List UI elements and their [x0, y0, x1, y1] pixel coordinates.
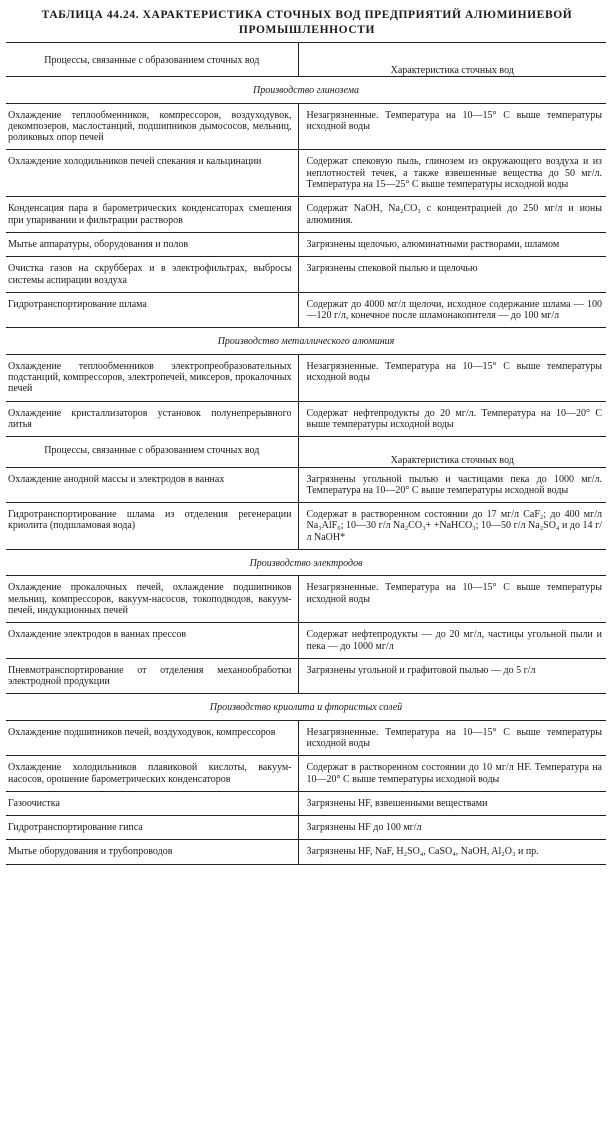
table-row — [6, 840, 606, 864]
section-heading: Производство криолита и фтористых солей — [6, 694, 606, 720]
table-header-row — [6, 437, 606, 467]
table-row — [6, 503, 606, 550]
process-cell: Мытье оборудования и трубопроводов — [6, 840, 298, 864]
section-heading: Производство металлического алюминия — [6, 328, 606, 354]
characteristic-cell: Загрязнены HF, взвешенными веществами — [298, 791, 606, 815]
process-cell: Конденсация пара в барометрических конденсаторах смешения при упаривании и фильтрации растворов — [6, 197, 298, 233]
characteristic-cell: Незагрязненные. Температура на 10—15° С выше температуры исходной воды — [298, 576, 606, 623]
process-cell: Охлаждение кристаллизаторов установок полунепрерывного литья — [6, 401, 298, 437]
column-header-characteristics: Характеристика сточных вод — [298, 43, 606, 77]
process-cell: Очистка газов на скрубберах и в электрофильтрах, выбросы системы аспирации воздуха — [6, 257, 298, 293]
process-cell: Охлаждение подшипников печей, воздуходувок, компрессоров — [6, 720, 298, 756]
section-heading-row — [6, 328, 606, 354]
characteristic-cell: Содержат до 4000 мг/л щелочи, исходное содержание шлама — 100—120 г/л, конечное после шламонакопителя — до 100 мг/л — [298, 292, 606, 328]
process-cell: Охлаждение анодной массы и электродов в ваннах — [6, 467, 298, 503]
section-heading: Производство электродов — [6, 550, 606, 576]
process-cell: Охлаждение холодильников плавиковой кислоты, вакуум-насосов, орошение барометрических конденсаторов — [6, 756, 298, 792]
table-header-row — [6, 43, 606, 77]
table-row — [6, 401, 606, 437]
characteristic-cell: Загрязнены угольной пылью и частицами пека до 1000 мг/л. Температура на 10—20° С выше температуры исходной воды — [298, 467, 606, 503]
column-header-processes: Процессы, связанные с образованием сточных вод — [6, 43, 298, 77]
table-row — [6, 232, 606, 256]
table-title — [8, 8, 606, 38]
table-row — [6, 623, 606, 659]
characteristic-cell: Незагрязненные. Температура на 10—15° С выше температуры исходной воды — [298, 354, 606, 401]
characteristic-cell: Загрязнены угольной и графитовой пылью — до 5 г/л — [298, 658, 606, 694]
process-cell: Гидротранспортирование шлама — [6, 292, 298, 328]
characteristic-cell: Загрязнены щелочью, алюминатными растворами, шламом — [298, 232, 606, 256]
characteristic-cell: Содержат нефтепродукты — до 20 мг/л, частицы угольной пыли и пека — до 1000 мг/л — [298, 623, 606, 659]
process-cell: Охлаждение электродов в ваннах прессов — [6, 623, 298, 659]
table-row — [6, 197, 606, 233]
characteristic-cell: Содержат в растворенном состоянии до 10 мг/л HF. Температура на 10—20° С выше температуры исходной воды — [298, 756, 606, 792]
column-header-processes: Процессы, связанные с образованием сточных вод — [6, 437, 298, 467]
process-cell: Охлаждение прокалочных печей, охлаждение подшипников мельниц, компрессоров, вакуум-насосов, токоподводов, вакуум-печей, индукционных печей — [6, 576, 298, 623]
process-cell: Охлаждение теплообменников, компрессоров, воздуходувок, декомпозеров, маслостанций, подшипников дымососов, мельниц, роликовых опор печей — [6, 103, 298, 150]
section-heading-row — [6, 77, 606, 103]
table-row — [6, 816, 606, 840]
characteristic-cell: Загрязнены HF до 100 мг/л — [298, 816, 606, 840]
table-row — [6, 658, 606, 694]
characteristic-cell: Содержат спековую пыль, глинозем из окружающего воздуха и из неплотностей течек, а также взвешенные вещества до 50 мг/л. Температура на 15—25° С выше температуры исходной воды — [298, 150, 606, 197]
characteristic-cell: Загрязнены спековой пылью и щелочью — [298, 257, 606, 293]
table-row — [6, 354, 606, 401]
section-heading-row — [6, 694, 606, 720]
table-row — [6, 150, 606, 197]
table-row — [6, 791, 606, 815]
characteristic-cell: Содержат нефтепродукты до 20 мг/л. Температура на 10—20° С выше температуры исходной воды — [298, 401, 606, 437]
process-cell: Гидротранспортирование гипса — [6, 816, 298, 840]
table-row — [6, 103, 606, 150]
process-cell: Охлаждение холодильников печей спекания и кальцинации — [6, 150, 298, 197]
table-body — [6, 43, 606, 865]
table-row — [6, 467, 606, 503]
characteristic-cell: Загрязнены HF, NaF, H₂SO₄, CaSO₄, NaOH, Al₂O₃ и пр. — [298, 840, 606, 864]
table-row — [6, 720, 606, 756]
table-row — [6, 292, 606, 328]
characteristic-cell: Содержат NaOH, Na₂CO₃ с концентрацией до 250 мг/л и ионы алюминия. — [298, 197, 606, 233]
table-row — [6, 576, 606, 623]
table-row — [6, 257, 606, 293]
process-cell: Мытье аппаратуры, оборудования и полов — [6, 232, 298, 256]
process-cell: Охлаждение теплообменников электропреобразовательных подстанций, компрессоров, электропечей, миксеров, прокалочных печей — [6, 354, 298, 401]
section-heading: Производство глинозема — [6, 77, 606, 103]
characteristic-cell: Содержат в растворенном состоянии до 17 мг/л CaF₂; до 400 мг/л Na₃AlF₆; 10—30 г/л Na₂CO₃+ +NaHCO₃; 10—50 г/л Na₂SO₄ и до 14 г/л NaOH* — [298, 503, 606, 550]
table-row — [6, 756, 606, 792]
wastewater-table — [6, 42, 606, 865]
table-title-line2: ПРОМЫШЛЕННОСТИ — [238, 24, 376, 36]
characteristic-cell: Незагрязненные. Температура на 10—15° С выше температуры исходной воды — [298, 720, 606, 756]
column-header-characteristics: Характеристика сточных вод — [298, 437, 606, 467]
table-title-line1: ТАБЛИЦА 44.24. ХАРАКТЕРИСТИКА СТОЧНЫХ ВОД ПРЕДПРИЯТИЙ АЛЮМИНИЕВОЙ — [41, 9, 573, 21]
process-cell: Газоочистка — [6, 791, 298, 815]
characteristic-cell: Незагрязненные. Температура на 10—15° С выше температуры исходной воды — [298, 103, 606, 150]
process-cell: Гидротранспортирование шлама из отделения регенерации криолита (подшламовая вода) — [6, 503, 298, 550]
process-cell: Пневмотранспортирование от отделения механообработки электродной продукции — [6, 658, 298, 694]
section-heading-row — [6, 550, 606, 576]
